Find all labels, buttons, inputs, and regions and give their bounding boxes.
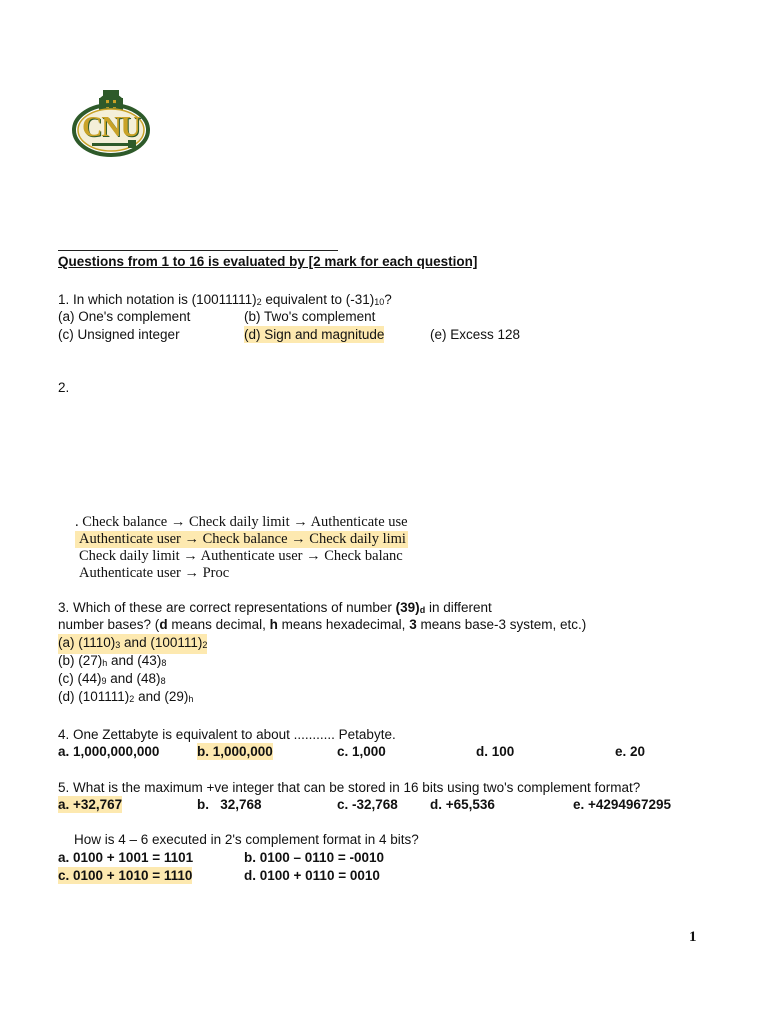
q1-stem: 1. In which notation is $(10011111)_2$ equivalent to $(-31)_{10}$?	[58, 292, 392, 307]
q2-option-line-3: Check daily limit → Authenticate user → Check balanc	[79, 548, 403, 564]
q3-option-c: (c) $(44)_9$ and $(48)_8$	[58, 671, 166, 686]
q5-option-e: e. +4294967295	[573, 797, 671, 812]
q1-option-c: (c) Unsigned integer	[58, 327, 180, 342]
cnu-logo	[70, 88, 152, 160]
header-rule	[58, 250, 338, 251]
q3-stem-line-1: 3. Which of these are correct representations of number $(39)_d$ in different	[58, 600, 492, 615]
q3-option-a-answer: (a) $(1110)_3$ and $(100111)_2$	[58, 634, 207, 654]
q6-stem: How is 4 – 6 executed in 2's complement format in 4 bits?	[74, 832, 419, 847]
q4-option-c: c. 1,000	[337, 744, 386, 759]
q2-option-line-4: Authenticate user → Proc	[79, 565, 230, 581]
q1-option-d-answer: (d) Sign and magnitude	[244, 327, 385, 342]
q5-option-d: d. +65,536	[430, 797, 495, 812]
q5-option-c: c. -32,768	[337, 797, 398, 812]
q4-option-a: a. 1,000,000,000	[58, 744, 160, 759]
q6-option-d: d. 0100 + 0110 = 0010	[244, 868, 380, 883]
q4-option-d: d. 100	[476, 744, 515, 759]
q1-option-a: (a) One's complement	[58, 309, 191, 324]
q6-option-b: b. 0100 – 0110 = -0010	[244, 850, 384, 865]
q1-option-b: (b) Two's complement	[244, 309, 376, 324]
q1-option-e: (e) Excess 128	[430, 327, 521, 342]
q2-option-line-1: . Check balance → Check daily limit → Authenticate use	[75, 514, 408, 530]
q5-option-a-answer: a. +32,767	[58, 797, 123, 812]
q4-stem: 4. One Zettabyte is equivalent to about ........... Petabyte.	[58, 727, 396, 742]
q5-stem: 5. What is the maximum +ve integer that can be stored in 16 bits using two's complement format?	[58, 780, 641, 795]
q3-option-b: (b) $(27)_h$ and $(43)_8$	[58, 653, 167, 668]
q6-option-a: a. 0100 + 1001 = 1101	[58, 850, 194, 865]
q3-option-d: (d) $(101111)_2$ and $(29)_h$	[58, 689, 194, 704]
q5-option-b: b. 32,768	[197, 797, 262, 812]
page-number: 1	[689, 929, 697, 945]
logo-text: CNU	[82, 112, 140, 143]
q2-number: 2.	[58, 380, 70, 395]
q2-option-line-2-answer: Authenticate user → Check balance → Check daily limi	[75, 531, 408, 548]
q4-option-e: e. 20	[615, 744, 646, 759]
section-header: Questions from 1 to 16 is evaluated by [2 mark for each question]	[58, 254, 478, 269]
q3-stem-line-2: number bases? (d means decimal, h means hexadecimal, 3 means base-3 system, etc.)	[58, 617, 587, 632]
q4-option-b-answer: b. 1,000,000	[197, 744, 273, 759]
q6-option-c-answer: c. 0100 + 1010 = 1110	[58, 868, 193, 883]
